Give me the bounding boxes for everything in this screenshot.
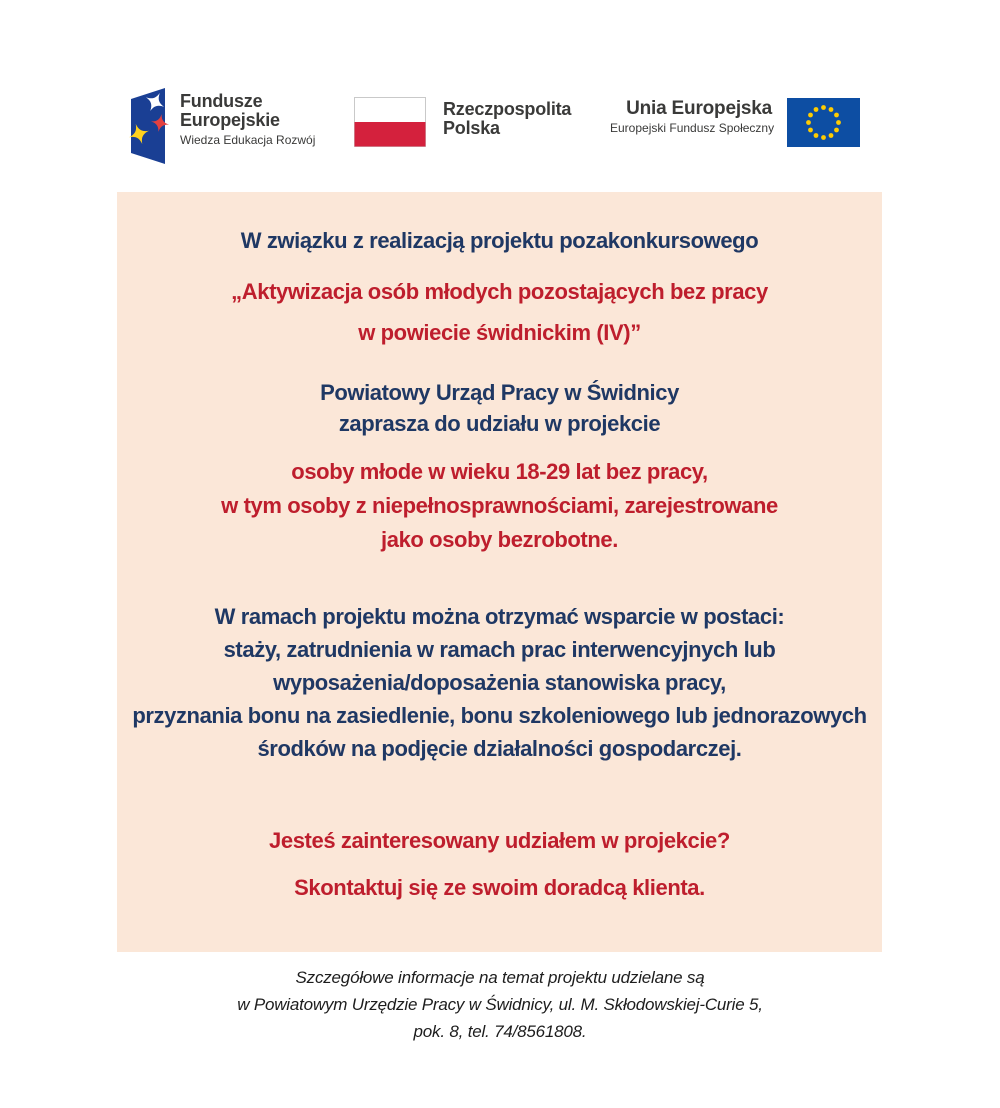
poland-title-line2: Polska bbox=[443, 118, 500, 138]
notice-line: „Aktywizacja osób młodych pozostających bez pracy bbox=[231, 279, 768, 304]
contact-footer bbox=[0, 964, 1000, 1045]
office-paragraph bbox=[117, 377, 882, 439]
footer-line3: pok. 8, tel. 74/8561808. bbox=[413, 1022, 587, 1041]
poland-title-line1: Rzeczpospolita bbox=[443, 99, 572, 119]
fe-title-line2: Europejskie bbox=[180, 110, 280, 130]
eu-logo bbox=[610, 98, 860, 147]
notice-line: staży, zatrudnienia w ramach prac interwencyjnych lub bbox=[223, 637, 776, 662]
notice-line: jako osoby bezrobotne. bbox=[381, 527, 618, 552]
notice-line: Jesteś zainteresowany udziałem w projekcie? bbox=[269, 828, 730, 853]
fundusze-europejskie-wordmark bbox=[180, 86, 315, 166]
notice-line: środków na podjęcie działalności gospodarczej. bbox=[257, 736, 742, 761]
notice-box bbox=[117, 192, 882, 952]
eu-title: Unia Europejska bbox=[626, 98, 772, 119]
poland-logo bbox=[354, 97, 571, 147]
notice-line: zaprasza do udziału w projekcie bbox=[338, 411, 661, 436]
notice-line: wyposażenia/doposażenia stanowiska pracy, bbox=[273, 670, 726, 695]
notice-line: osoby młode w wieku 18-29 lat bez pracy, bbox=[291, 459, 708, 484]
notice-line: W związku z realizacją projektu pozakonkursowego bbox=[240, 228, 759, 253]
fundusze-europejskie-logo bbox=[128, 86, 315, 166]
notice-line: Powiatowy Urząd Pracy w Świdnicy bbox=[320, 380, 679, 405]
eu-flag-icon bbox=[787, 98, 860, 147]
support-types-paragraph bbox=[117, 600, 882, 765]
cta-contact-paragraph bbox=[117, 871, 882, 905]
notice-line: W ramach projektu można otrzymać wsparcie w postaci: bbox=[214, 604, 785, 629]
fe-title-line1: Fundusze bbox=[180, 91, 263, 111]
notice-line: w tym osoby z niepełnosprawnościami, zarejestrowane bbox=[221, 493, 778, 518]
notice-line: przyznania bonu na zasiedlenie, bonu szkoleniowego lub jednorazowych bbox=[132, 703, 867, 728]
fundusze-europejskie-flag-icon bbox=[128, 86, 168, 166]
notice-line: w powiecie świdnickim (IV)” bbox=[358, 320, 641, 345]
fe-subtitle: Wiedza Edukacja Rozwój bbox=[180, 133, 316, 147]
notice-line: Skontaktuj się ze swoim doradcą klienta. bbox=[294, 875, 705, 900]
target-group-paragraph bbox=[117, 455, 882, 557]
poland-flag-icon bbox=[354, 97, 426, 147]
eu-subtitle: Europejski Fundusz Społeczny bbox=[610, 121, 775, 135]
eu-wordmark bbox=[610, 98, 775, 147]
poland-wordmark bbox=[443, 97, 571, 147]
footer-line2: w Powiatowym Urzędzie Pracy w Świdnicy, ul. M. Skłodowskiej-Curie 5, bbox=[237, 995, 763, 1014]
intro-paragraph bbox=[117, 224, 882, 258]
project-title-paragraph bbox=[117, 271, 882, 353]
footer-line1: Szczegółowe informacje na temat projektu udzielane są bbox=[295, 968, 705, 987]
cta-question-paragraph bbox=[117, 824, 882, 858]
